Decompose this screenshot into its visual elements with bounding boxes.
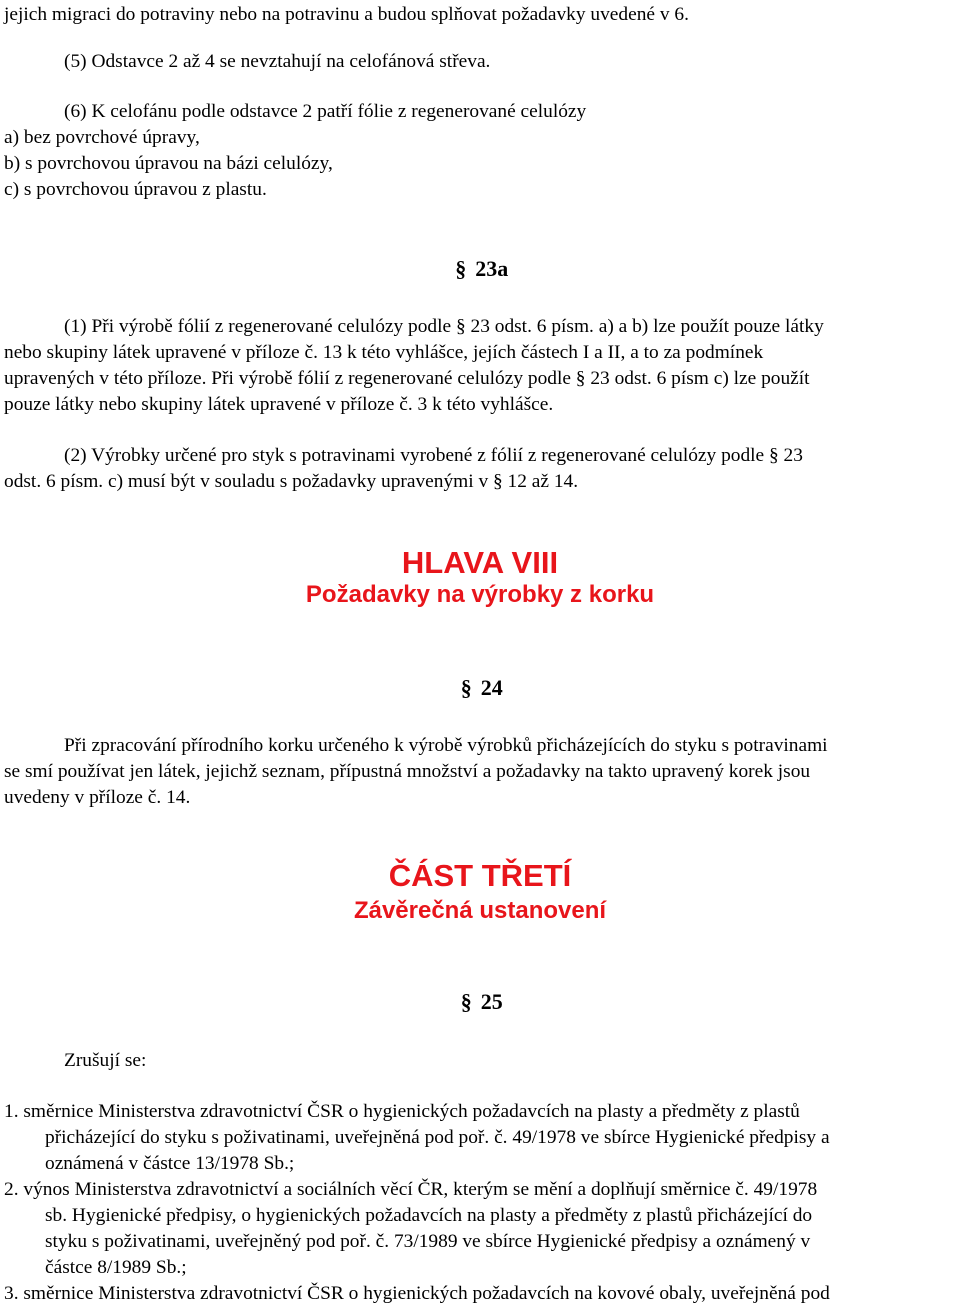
list-item [4, 1177, 956, 1281]
chapter-title: HLAVA VIII [401, 545, 559, 580]
part-title: ČÁST TŘETÍ [388, 858, 572, 893]
text-line: uvedeny v příloze č. 14. [4, 787, 191, 808]
text-line: nebo skupiny látek upravené v příloze č. 13 k této vyhlášce, jejích částech I a II, a to za podmínek [4, 342, 764, 363]
text-line: (5) Odstavce 2 až 4 se nevztahují na celofánová střeva. [64, 51, 491, 72]
text-line: pouze látky nebo skupiny látek upravené v příloze č. 3 k této vyhlášce. [4, 394, 554, 415]
paragraph-6 [4, 99, 956, 203]
text-line: upravených v této příloze. Při výrobě fólií z regenerované celulózy podle § 23 odst. 6 písm c) lze použít [4, 368, 810, 389]
list-item: b) s povrchovou úpravou na bázi celulózy, [4, 153, 333, 174]
section-symbol: § [460, 675, 472, 700]
chapter-subtitle: Požadavky na výrobky z korku [305, 581, 655, 608]
list-item: c) s povrchovou úpravou z plastu. [4, 179, 267, 200]
section-symbol: § [455, 256, 467, 281]
text-line: styku s poživatinami, uveřejněný pod poř. č. 73/1989 ve sbírce Hygienické předpisy a oznámený v [45, 1231, 811, 1252]
paragraph-5 [4, 49, 956, 75]
text-line: sb. Hygienické předpisy, o hygienických požadavcích na plasty a předměty z plastů přicházející do [45, 1205, 813, 1226]
text-line: (6) K celofánu podle odstavce 2 patří fólie z regenerované celulózy [64, 101, 587, 122]
text-line: Při zpracování přírodního korku určeného k výrobě výrobků přicházejících do styku s potravinami [64, 735, 828, 756]
text-line: (2) Výrobky určené pro styk s potravinami vyrobené z fólií z regenerované celulózy podle § 23 [64, 445, 803, 466]
list-item: a) bez povrchové úpravy, [4, 127, 200, 148]
section-25-intro [4, 1048, 956, 1074]
section-number: 24 [480, 675, 503, 700]
section-24-paragraph [4, 733, 956, 811]
text-line: (1) Při výrobě fólií z regenerované celulózy podle § 23 odst. 6 písm. a) a b) lze použít pouze látky [64, 316, 824, 337]
section-heading-23a [0, 256, 960, 282]
text-line: se smí používat jen látek, jejichž seznam, přípustná množství a požadavky na takto upravený korek jsou [4, 761, 811, 782]
section-heading-24 [0, 675, 960, 701]
text-line: jejich migraci do potraviny nebo na potravinu a budou splňovat požadavky uvedené v 6. [4, 4, 689, 25]
section-heading-25 [0, 989, 960, 1015]
text-line: Zrušují se: [64, 1050, 147, 1071]
text-line: 2. výnos Ministerstva zdravotnictví a sociálních věcí ČR, kterým se mění a doplňují směrnice č. 49/1978 [4, 1179, 818, 1200]
text-line: 1. směrnice Ministerstva zdravotnictví ČSR o hygienických požadavcích na plasty a předměty z plastů [4, 1101, 800, 1122]
section-23a-paragraph-2 [4, 443, 956, 495]
text-line: odst. 6 písm. c) musí být v souladu s požadavky upravenými v § 12 až 14. [4, 471, 579, 492]
text-line: přicházející do styku s poživatinami, uveřejněná pod poř. č. 49/1978 ve sbírce Hygienické předpisy a [45, 1127, 830, 1148]
text-line: 3. směrnice Ministerstva zdravotnictví ČSR o hygienických požadavcích na kovové obaly, uveřejněná pod [4, 1283, 830, 1304]
text-line: částce 8/1989 Sb.; [45, 1257, 187, 1278]
list-item [4, 1281, 956, 1307]
section-number: 25 [480, 989, 503, 1014]
text-line: oznámená v částce 13/1978 Sb.; [45, 1153, 295, 1174]
part-subtitle: Závěrečná ustanovení [353, 897, 607, 924]
paragraph-continuation [4, 2, 956, 28]
section-23a-paragraph-1 [4, 314, 956, 418]
list-item [4, 1099, 956, 1177]
section-number: 23a [475, 256, 509, 281]
section-symbol: § [460, 989, 472, 1014]
